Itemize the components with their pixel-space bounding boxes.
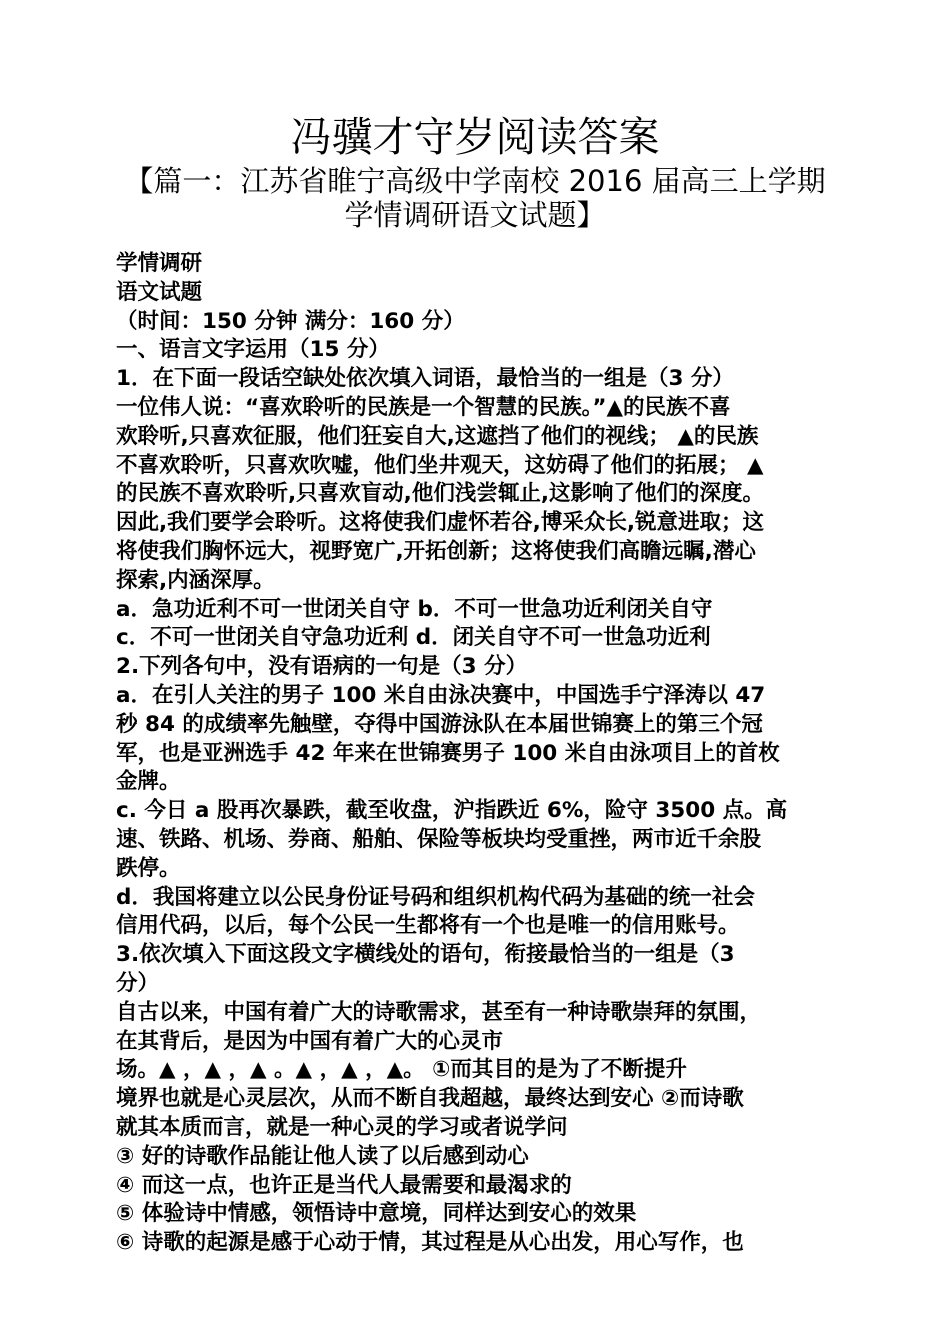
text-line: 境界也就是心灵层次，从而不断自我超越，最终达到安心 ②而诗歌	[116, 1086, 744, 1112]
text-line: a．急功近利不可一世闭关自守 b．不可一世急功近利闭关自守	[116, 596, 713, 622]
text-line: c. 今日 a 股再次暴跌，截至收盘，沪指跌近 6%，险守 3500 点。高	[116, 798, 788, 824]
text-line: 语文试题	[116, 279, 203, 305]
text-line: a．在引人关注的男子 100 米自由泳决赛中，中国选手宁泽涛以 47	[116, 682, 766, 708]
text-line: 的民族不喜欢聆听,只喜欢盲动,他们浅尝辄止,这影响了他们的深度。	[116, 481, 765, 507]
text-line: 2.下列各句中，没有语病的一句是（3 分）	[116, 654, 528, 680]
text-line: 因此,我们要学会聆听。这将使我们虚怀若谷,博采众长,锐意进取；这	[116, 510, 765, 536]
text-line: 学情调研	[116, 251, 203, 276]
text-line: ⑤ 体验诗中情感，领悟诗中意境，同样达到安心的效果	[116, 1201, 637, 1227]
text-line: 跌停。	[116, 855, 181, 881]
text-line: ④ 而这一点，也许正是当代人最需要和最渴求的	[116, 1172, 572, 1198]
text-line: （时间：150 分钟 满分：160 分）	[116, 308, 465, 334]
text-line: 一、语言文字运用（15 分）	[116, 337, 390, 363]
text-line: 场。▲ ，▲ ，▲ 。▲ ，▲ ，▲。 ①而其目的是为了不断提升	[116, 1057, 687, 1083]
text-line: 探索,内涵深厚。	[116, 567, 275, 593]
text-line: 金牌。	[116, 769, 181, 795]
text-line: c．不可一世闭关自守急功近利 d．闭关自守不可一世急功近利	[116, 625, 711, 651]
document-body	[116, 250, 836, 1258]
text-line: 不喜欢聆听，只喜欢吹嘘，他们坐井观天，这妨碍了他们的拓展； ▲	[116, 452, 764, 478]
text-line: 一位伟人说：“喜欢聆听的民族是一个智慧的民族。”▲的民族不喜	[116, 394, 731, 420]
text-line: 信用代码，以后，每个公民一生都将有一个也是唯一的信用账号。	[116, 913, 740, 939]
text-line: 就其本质而言，就是一种心灵的学习或者说学问	[116, 1114, 568, 1140]
text-line: 军，也是亚洲选手 42 年来在世锦赛男子 100 米自由泳项目上的首枚	[116, 740, 780, 766]
text-line: ⑥ 诗歌的起源是感于心动于情，其过程是从心出发，用心写作，也	[116, 1230, 744, 1256]
text-line: 欢聆听,只喜欢征服，他们狂妄自大,这遮挡了他们的视线； ▲的民族	[116, 423, 759, 449]
document-title: 冯骥才守岁阅读答案	[290, 113, 660, 161]
text-line: 分）	[116, 970, 160, 996]
text-line: 自古以来，中国有着广大的诗歌需求，甚至有一种诗歌崇拜的氛围，	[116, 999, 762, 1025]
text-line: 将使我们胸怀远大，视野宽广,开拓创新；这将使我们高瞻远瞩,潜心	[116, 538, 756, 564]
text-line: d．我国将建立以公民身份证号码和组织机构代码为基础的统一社会	[116, 884, 755, 910]
text-line: 在其背后，是因为中国有着广大的心灵市	[116, 1028, 504, 1054]
text-line: ③ 好的诗歌作品能让他人读了以后感到动心	[116, 1143, 529, 1169]
text-line: 速、铁路、机场、券商、船舶、保险等板块均受重挫，两市近千余股	[116, 826, 762, 852]
subtitle-line: 学情调研语文试题】	[344, 198, 606, 232]
text-line: 1．在下面一段话空缺处依次填入词语，最恰当的一组是（3 分）	[116, 366, 734, 392]
text-line: 3.依次填入下面这段文字横线处的语句，衔接最恰当的一组是（3	[116, 942, 735, 968]
subtitle-line: 【篇一：江苏省睢宁高级中学南校 2016 届高三上学期	[124, 164, 826, 198]
document-subtitle	[100, 164, 850, 232]
text-line: 秒 84 的成绩率先触壁，夺得中国游泳队在本届世锦赛上的第三个冠	[116, 711, 763, 737]
